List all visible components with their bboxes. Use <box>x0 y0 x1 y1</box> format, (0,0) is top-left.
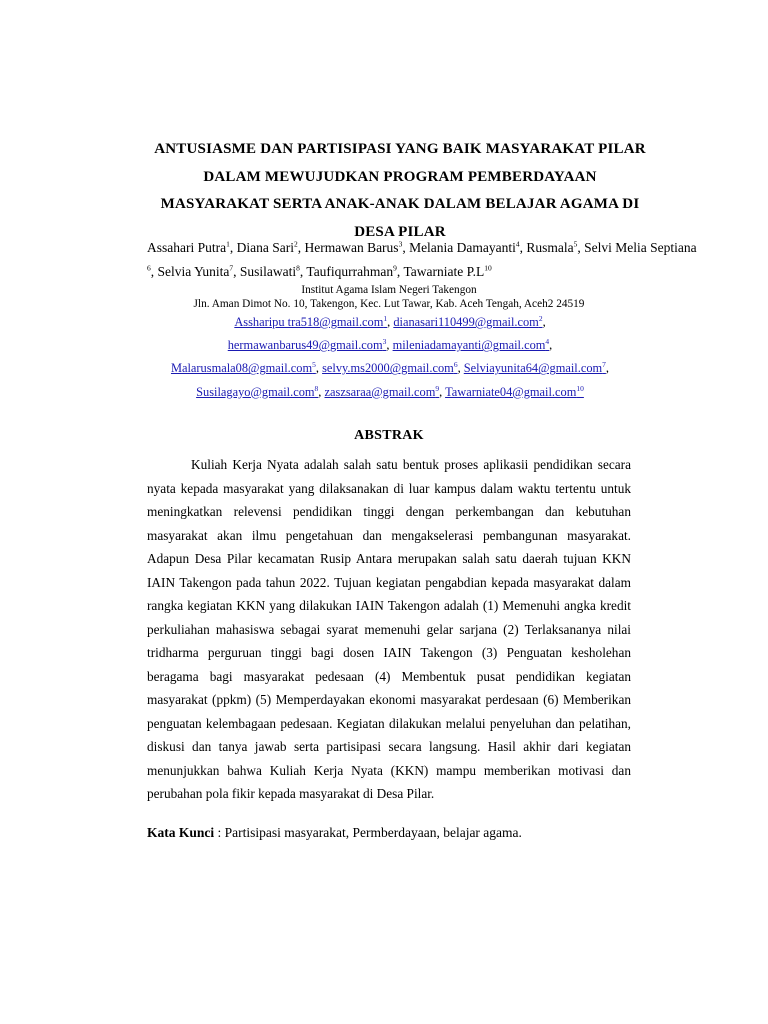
abstract-line: penguatan kelembagaan pedesaan. Kegiatan dilakukan melalui penyeluhan dan pelatihan, <box>147 715 631 731</box>
email-link[interactable]: Susilagayo@gmail.com$^8$ <box>196 383 319 399</box>
email-link[interactable]: selvy.ms2000@gmail.com$^6$ <box>322 360 458 376</box>
abstract-line: menunjukkan bahwa Kuliah Kerja Nyata (KKN) mampu memberikan motivasi dan <box>147 762 631 778</box>
abstract-line: masyarakat (ppkm) (5) Memperdayakan ekonomi masyarakat perdesaan (6) Memberikan <box>147 692 631 707</box>
title-line: DESA PILAR <box>354 223 446 240</box>
email-row: Assharipu tra518@gmail.com$^1$, dianasari110499@gmail.com$^2$, <box>234 313 546 329</box>
author: Susilawati$^8$ <box>239 263 300 279</box>
author: Selvi Melia Septiana <box>584 240 697 255</box>
author: 6 <box>147 263 151 273</box>
abstract-line: meningkatkan relevensi pendidikan tinggi dengan perkembangan dan kebutuhan <box>147 504 631 519</box>
keywords-text: Partisipasi masyarakat, Permberdayaan, belajar agama. <box>224 825 522 840</box>
keywords-separator: : <box>214 825 225 840</box>
abstract-line: tridharma perguruan tinggi bagi dosen IAIN Takengon (3) Penguatan kesholehan <box>147 645 631 660</box>
abstract-line: perkuliahan mahasiswa sebagai syarat memenuhi gelar sarjana (2) Terlaksananya nilai <box>147 621 631 637</box>
institution-address: Jln. Aman Dimot No. 10, Takengon, Kec. Lut Tawar, Kab. Aceh Tengah, Aceh2 24519 <box>193 298 585 310</box>
paper-title <box>120 136 680 246</box>
email-list <box>140 311 640 404</box>
author-line: $^6$, Selvia Yunita$^7$, Susilawati$^8$, Taufiqurrahman$^9$, Tawarniate $P.L^{10}$ <box>147 263 492 279</box>
abstract-line: perubahan pola fikir kepada masyarakat di Desa Pilar. <box>147 786 435 801</box>
email-link[interactable]: hermawanbarus49@gmail.com$^3$ <box>227 337 387 353</box>
email-link[interactable]: dianasari110499@gmail.com$^2$ <box>393 313 543 329</box>
abstract-line: IAIN Takengon pada tahun 2022. Tujuan kegiatan pengabdian kepada masyarakat dalam <box>147 574 631 590</box>
affiliation <box>147 283 631 311</box>
keywords-label: Kata Kunci <box>147 825 215 840</box>
abstract-line: diskusi dan tanya jawab serta partisipasi secara langsung. Hasil akhir dari kegiatan <box>147 739 631 754</box>
abstract-line: masyarakat akan ilmu pengetahuan dan mengakselerasi pembangunan masyarakat. <box>147 527 631 543</box>
email-row: hermawanbarus49@gmail.com$^3$, mileniadamayanti@gmail.com$^4$, <box>227 337 553 353</box>
abstract-line: rangka kegiatan KKN yang dilakukan IAIN Takengon adalah (1) Memenuhi angka kredit <box>147 598 631 613</box>
abstract-line: Adapun Desa Pilar kecamatan Rusip Antara merupakan salah satu daerah tujuan KKN <box>147 551 631 566</box>
author: Selvia Yunita$^7$ <box>157 263 234 279</box>
email-link[interactable]: Selviayunita64@gmail.com$^7$ <box>463 360 606 376</box>
author-list <box>147 236 697 284</box>
email-link[interactable]: Assharipu tra518@gmail.com$^1$ <box>234 313 388 329</box>
author: Taufiqurrahman$^9$ <box>306 263 397 279</box>
author: Melania Damayanti$^4$ <box>409 239 520 255</box>
author: Diana Sari$^2$ <box>236 239 298 255</box>
email-link[interactable]: mileniadamayanti@gmail.com$^4$ <box>392 337 550 353</box>
email-link[interactable]: zaszsaraa@gmail.com$^9$ <box>324 383 440 399</box>
email-row: Malarusmala08@gmail.com$^5$, selvy.ms2000@gmail.com$^6$, Selviayunita64@gmail.com$^7$, <box>170 360 610 376</box>
title-line: MASYARAKAT SERTA ANAK-ANAK DALAM BELAJAR AGAMA DI <box>160 196 640 212</box>
institution-name: Institut Agama Islam Negeri Takengon <box>301 284 477 296</box>
abstract-line: nyata kepada masyarakat yang dilaksanakan di luar kampus dalam waktu tertentu untuk <box>147 480 631 496</box>
author-line: Assahari Putra$^1$, Diana Sari$^2$, Hermawan Barus$^3$, Melania Damayanti$^4$, Rusmala$^5$, Selvi Melia Septiana <box>147 239 697 255</box>
email-row: Susilagayo@gmail.com$^8$, zaszsaraa@gmail.com$^9$, Tawarniate04@gmail.com$^{10}$ <box>196 383 584 399</box>
abstract-line: Kuliah Kerja Nyata adalah salah satu bentuk proses aplikasii pendidikan secara <box>191 457 631 472</box>
abstract-line: beragama bagi masyarakat pedesaan (4) Membentuk pusat pendidikan kegiatan <box>147 668 631 684</box>
title-line: ANTUSIASME DAN PARTISIPASI YANG BAIK MASYARAKAT PILAR <box>154 141 646 157</box>
keywords <box>147 825 522 841</box>
title-line: DALAM MEWUJUDKAN PROGRAM PEMBERDAYAAN <box>203 168 597 185</box>
author: Hermawan Barus$^3$ <box>304 239 403 255</box>
email-link[interactable]: Tawarniate04@gmail.com$^{10}$ <box>445 383 584 399</box>
author: Tawarniate $P.L^{10}$ <box>403 263 492 279</box>
email-link[interactable]: Malarusmala08@gmail.com$^5$ <box>170 360 316 376</box>
abstract-heading: ABSTRAK <box>354 428 424 443</box>
abstract-body <box>147 453 631 806</box>
author: Assahari Putra$^1$ <box>147 239 230 255</box>
author: Rusmala$^5$ <box>526 239 578 255</box>
